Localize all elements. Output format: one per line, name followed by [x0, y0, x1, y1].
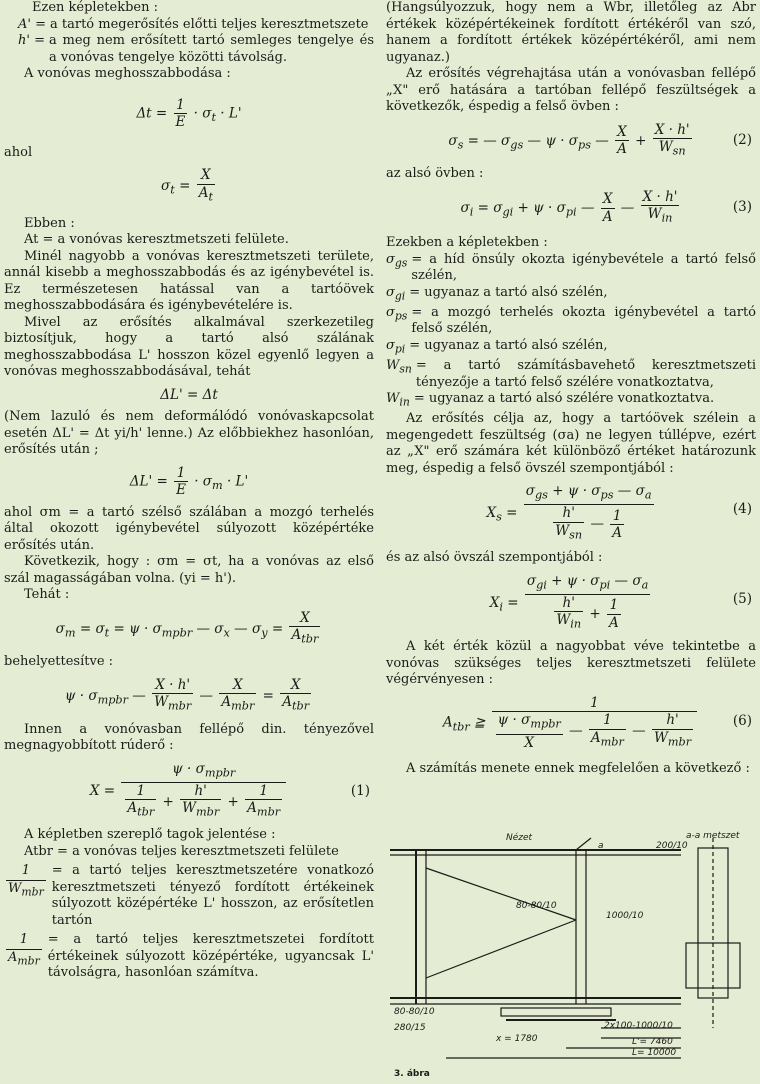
fig-label-80a: 80-80/10 [516, 901, 557, 911]
eq-3: $\sigma_i = \sigma_{gi} + \psi \cdot \sigma_{pi}$ — $\frac{X}{A}$ — $\frac{X \cdot h'}{W_{in}}$ (3) [460, 188, 752, 225]
def-A: A' = a tartó megerősítés előtti teljes keresztmetszete [18, 16, 369, 32]
eq-sigma-m: $\sigma_m = \sigma_t = \psi \cdot \sigma_{mpbr}$ — $\sigma_x$ — $\sigma_y$ = $\frac{X}{A_{tbr}}$ [55, 609, 319, 646]
text-hangs: (Hangsúlyozzuk, hogy nem a Wbr, illetőleg az Abr értékek középértékeinek fordított értékéről van szó, hanem a fordított értékek középértékéről, ami nem ugyanaz.) [386, 0, 756, 65]
fig-label-aa: a-a metszet [686, 831, 740, 841]
text-innen: Innen a vonóvasban fellépő din. tényezővel megnagyobbított rúderő : [4, 721, 374, 754]
def-W: $\frac{1}{W_{mbr}}$ = a tartó teljes keresztmetszetére vonatkozó keresztmetszeti tényező fordított értékeinek súlyozott középértéke L' hosszon, az erősítetlen tartón [8, 863, 374, 928]
def-h: h' = a meg nem erősített tartó semleges tengelye és a vonóvas tengelye közötti távolság. [18, 33, 374, 65]
def-sgs: $\sigma_{gs}$ = a híd önsúly okozta igénybevétele a tartó felső szélén, [386, 251, 756, 284]
text-szamitas: A számítás menete ennek megfelelően a következő : [406, 761, 750, 777]
text-kov: Következik, hogy : σm = σt, ha a vonóvas az első szál magasságában volna. (yi = h'). [4, 554, 374, 586]
def-sps: $\sigma_{ps}$ = a mozgó terhelés okozta igénybevétel a tartó felső szélén, [386, 304, 756, 337]
text-behely: behelyettesítve : [4, 654, 114, 670]
def-Am: $\frac{1}{A_{mbr}}$ = a tartó teljes keresztmetszetei fordított értékeinek súlyozott középértéke, ugyancsak L' távolságra, hasonlóan számítva. [8, 932, 374, 981]
text-ket: A két érték közül a nagyobbat véve tekintetbe a vonóvas szükséges teljes keresztmetszeti felülete végérvényesen : [386, 639, 756, 688]
fig-label-280: 280/15 [394, 1023, 426, 1033]
text-celja: Az erősítés célja az, hogy a tartóövek szélein a megengedett feszültség (σa) ne legyen túllépve, ezért az „X" erő számára két különböző értéket határozunk meg, éspedig a felső övszél szempontjából : [386, 411, 756, 476]
text-intro: Ezen képletekben : [32, 0, 158, 15]
fig-label-10000: L= 10000 [632, 1048, 677, 1058]
fig-label-nezet: Nézet [506, 833, 533, 843]
def-Atbr: Atbr = a vonóvas teljes keresztmetszeti felülete [24, 843, 339, 859]
text-nem: (Nem lazuló és nem deformálódó vonóvaskapcsolat esetén ΔL' = Δt yi/h' lenne.) Az előbbiekhez hasonlóan, erősítés után ; [4, 409, 374, 458]
text-ahol: ahol [4, 144, 33, 160]
fig-label-200: 200/10 [656, 841, 688, 851]
left-column [4, 0, 374, 982]
text-erosit: Az erősítés végrehajtása után a vonóvasban fellépő „X" erő hatására a tartóban fellépő feszültségek a következők, éspedig a felső övben : [386, 66, 756, 114]
eq-1: X = $\psi \cdot \sigma_{mpbr}$ $\frac{1}{A_{tbr}}$ + $\frac{h'}{W_{mbr}}$ + $\frac{1}{A_{mbr}}$ (1) [89, 760, 370, 819]
eq-dL: ΔL' = Δt [160, 386, 218, 403]
text-ezekben: Ezekben a képletekben : [386, 235, 548, 251]
right-column [386, 0, 756, 778]
text-kepl: A képletben szereplő tagok jelentése : [24, 827, 276, 843]
figure-3 [386, 828, 756, 1080]
def-Wsn: $W_{sn}$ = a tartó számításbavehető keresztmetszeti tényezője a tartó felső szélére vonatkoztatva, [386, 358, 756, 390]
eq-delta-t: Δt = $\frac{1}{E}$ · $\sigma_t \cdot L'$ [136, 96, 242, 130]
eq-dL2: ΔL' = $\frac{1}{E}$ · $\sigma_m \cdot L'$ [129, 464, 249, 499]
fig-label-1780: x = 1780 [496, 1034, 538, 1044]
eq-6: $A_{tbr}$ ≧ 1 $\frac{\psi \cdot \sigma_{mpbr}}{X}$ — $\frac{1}{A_{mbr}}$ — $\frac{h'}{W_{mbr}}$ (6) [442, 694, 752, 751]
def-At: At = a vonóvas keresztmetszeti felülete. [24, 232, 289, 248]
text-alsoov: és az alsó övszál szempontjából : [386, 550, 603, 566]
text-ahol2: ahol σm = a tartó szélső szálában a mozgó terhelés által okozott igénybevétel súlyozott középértéke erősítés után. [4, 504, 374, 553]
fig-caption: 3. ábra [394, 1069, 430, 1079]
def-sgi: $\sigma_{gi}$ = ugyanaz a tartó alsó szélén, [386, 284, 608, 303]
eq-behely: $\psi \cdot \sigma_{mpbr}$ — $\frac{X \cdot h'}{W_{mbr}}$ — $\frac{X}{A_{mbr}}$ = $\frac{X}{A_{tbr}}$ [64, 676, 310, 714]
def-Win: $W_{in}$ = ugyanaz a tartó alsó szélére vonatkoztatva. [386, 391, 715, 409]
text-minel: Minél nagyobb a vonóvas keresztmetszeti területe, annál kisebb a meghosszabbodás és az igénybevétel is. Ez természetesen hatással van a tartóövek meghosszabbodására és igénybevételére is. [4, 248, 374, 314]
eq-4: $X_s$ = $\sigma_{gs} + \psi \cdot \sigma_{ps}$ — $\sigma_a$ $\frac{h'}{W_{sn}}$ — $\frac{1}{A}$ (4) [486, 483, 752, 542]
fig-label-80b: 80-80/10 [394, 1007, 435, 1017]
fig-label-1000: 1000/10 [606, 911, 644, 921]
def-spi: $\sigma_{pi}$ = ugyanaz a tartó alsó szélén, [386, 337, 608, 356]
text-mivel: Mivel az erősítés alkalmával szerkezetileg biztosítjuk, hogy a tartó alsó szálának meghosszabbodása L' hosszon közel egyenlő legyen a vonóvas meghosszabbodásával, tehát [4, 314, 374, 380]
eq-sigma-t: $\sigma_t$ = $\frac{X}{A_t}$ [161, 167, 213, 204]
fig-label-2x: 2x100-1000/10 [604, 1021, 673, 1031]
text-tehat: Tehát : [24, 587, 70, 603]
text-ebben: Ebben : [24, 215, 75, 231]
text-elong: A vonóvas meghosszabbodása : [24, 66, 231, 81]
eq-5: $X_i$ = $\sigma_{gi} + \psi \cdot \sigma_{pi}$ — $\sigma_a$ $\frac{h'}{W_{in}}$ + $\frac{1}{A}$ (5) [489, 572, 752, 631]
fig-label-7460: L'= 7460 [632, 1037, 673, 1047]
text-also: az alsó övben : [386, 166, 484, 182]
fig-label-a: a [598, 841, 604, 851]
eq-2: $\sigma_s$ = — $\sigma_{gs}$ — $\psi \cdot \sigma_{ps}$ — $\frac{X}{A}$ + $\frac{X \cdot h'}{W_{sn}}$ (2) [448, 121, 752, 158]
